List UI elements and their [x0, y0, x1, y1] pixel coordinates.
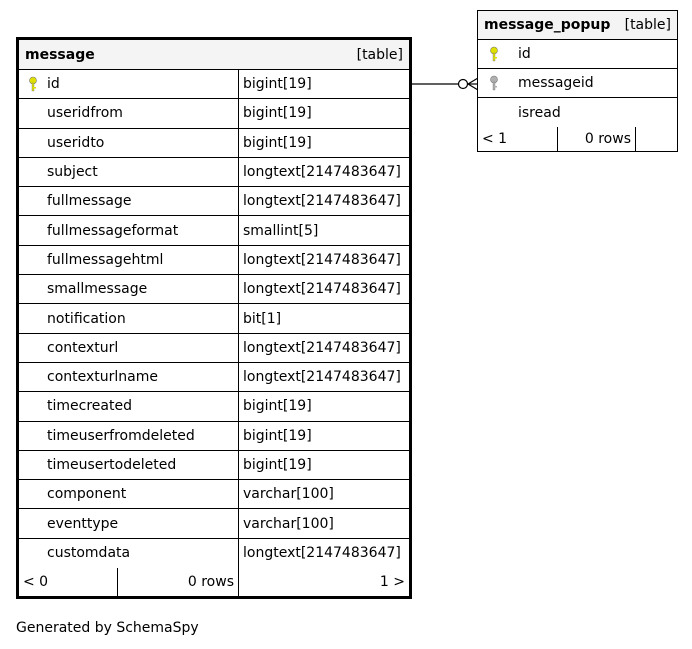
column-type: longtext[2147483647] [238, 539, 409, 568]
column-name-text: subject [47, 164, 98, 181]
column-type: bigint[19] [238, 129, 409, 157]
column-name [19, 451, 238, 479]
column-name-text: useridto [47, 134, 105, 151]
key-icon [488, 75, 500, 91]
table-name[interactable]: message [25, 46, 95, 63]
column-row[interactable] [19, 129, 409, 158]
column-type: varchar[100] [238, 480, 409, 508]
column-type: smallint[5] [238, 216, 409, 244]
table-kind: [table] [356, 46, 403, 63]
message-popup-table[interactable] [477, 10, 678, 152]
children-count[interactable]: 1 > [238, 568, 409, 596]
column-name-text: id [47, 76, 60, 93]
key-icon [27, 76, 39, 92]
parents-count[interactable]: < 0 [23, 574, 49, 591]
table-footer [478, 127, 677, 151]
column-name [19, 304, 238, 332]
column-name [19, 480, 238, 508]
generated-by-text: Generated by SchemaSpy [16, 620, 199, 636]
column-row[interactable] [19, 392, 409, 421]
column-row[interactable] [19, 539, 409, 568]
column-name-text: id [518, 46, 531, 62]
column-row[interactable] [478, 98, 677, 127]
message-table[interactable] [16, 37, 412, 599]
column-row[interactable] [19, 246, 409, 275]
column-name-text: contexturl [47, 339, 119, 356]
column-name-text: eventtype [47, 515, 119, 532]
column-type: bigint[19] [238, 99, 409, 127]
children-count[interactable] [635, 127, 677, 151]
table-header[interactable] [19, 40, 409, 70]
column-name-text: messageid [518, 75, 594, 91]
column-type: bigint[19] [238, 451, 409, 479]
column-row[interactable] [19, 216, 409, 245]
column-row[interactable] [19, 99, 409, 128]
column-name [19, 187, 238, 215]
column-name [19, 216, 238, 244]
column-name [19, 392, 238, 420]
column-row[interactable] [478, 40, 677, 69]
column-type: longtext[2147483647] [238, 275, 409, 303]
column-name [478, 98, 677, 127]
column-name-text: timeusertodeleted [47, 457, 177, 473]
column-name-text: fullmessage [47, 193, 132, 210]
column-name [19, 99, 238, 127]
column-name-text: customdata [47, 545, 131, 562]
column-name [19, 363, 238, 391]
column-name [19, 275, 238, 303]
column-type: longtext[2147483647] [238, 158, 409, 186]
column-name-text: contexturlname [47, 369, 158, 386]
column-type: longtext[2147483647] [238, 334, 409, 362]
column-name-text: smallmessage [47, 281, 148, 298]
column-name [19, 539, 238, 568]
column-name-text: useridfrom [47, 105, 123, 122]
parents-count[interactable]: < 1 [482, 131, 508, 147]
table-header[interactable] [478, 11, 677, 40]
column-name-text: isread [518, 104, 561, 121]
table-name[interactable]: message_popup [484, 17, 611, 33]
column-row[interactable] [19, 158, 409, 187]
column-name [19, 509, 238, 537]
column-row[interactable] [19, 275, 409, 304]
column-type: longtext[2147483647] [238, 363, 409, 391]
column-name [19, 129, 238, 157]
row-count: 0 rows [557, 127, 635, 151]
column-row[interactable] [19, 480, 409, 509]
column-row[interactable] [19, 304, 409, 333]
column-row[interactable] [19, 187, 409, 216]
column-type: bigint[19] [238, 422, 409, 450]
column-row[interactable] [19, 422, 409, 451]
column-row[interactable] [19, 70, 409, 99]
column-name [19, 246, 238, 274]
column-row[interactable] [19, 451, 409, 480]
zero-cardinality-circle [459, 80, 468, 89]
row-count: 0 rows [117, 568, 238, 596]
column-name-text: fullmessageformat [47, 222, 179, 239]
column-name [19, 158, 238, 186]
column-name-text: component [47, 486, 127, 503]
column-row[interactable] [19, 509, 409, 538]
table-kind: [table] [624, 17, 671, 33]
column-name-text: fullmessagehtml [47, 251, 164, 268]
column-name [478, 40, 677, 68]
column-name-text: notification [47, 310, 126, 327]
column-name [19, 70, 238, 98]
column-type: longtext[2147483647] [238, 246, 409, 274]
column-row[interactable] [478, 69, 677, 98]
column-type: bigint[19] [238, 70, 409, 98]
column-name [478, 69, 677, 97]
column-name-text: timeuserfromdeleted [47, 427, 195, 444]
column-name-text: timecreated [47, 398, 132, 415]
column-name [19, 422, 238, 450]
column-type: bit[1] [238, 304, 409, 332]
column-type: bigint[19] [238, 392, 409, 420]
key-icon [488, 46, 500, 62]
column-type: longtext[2147483647] [238, 187, 409, 215]
column-type: varchar[100] [238, 509, 409, 537]
column-row[interactable] [19, 334, 409, 363]
table-footer [19, 568, 409, 596]
column-row[interactable] [19, 363, 409, 392]
column-name [19, 334, 238, 362]
